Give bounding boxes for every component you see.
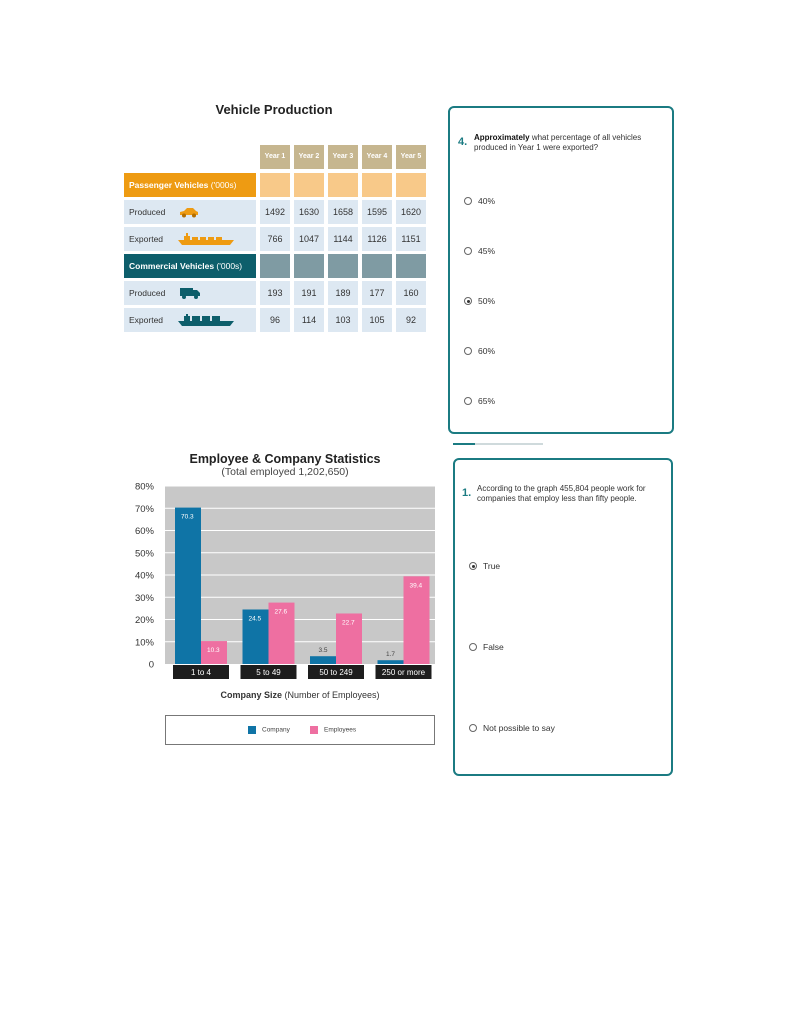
data-label: 27.6 (274, 608, 288, 616)
question-number: 4. (458, 136, 468, 148)
row-label: Exported (124, 308, 256, 332)
table-cell: 114 (294, 308, 324, 332)
data-label: 70.3 (181, 513, 194, 521)
table-cell: 1658 (328, 200, 358, 224)
employee-company-chart (124, 478, 444, 688)
passenger-category-label: Passenger Vehicles ('000s) (124, 173, 256, 197)
table-cell: 1144 (328, 227, 358, 251)
car-icon (178, 206, 200, 218)
table-cell: 191 (294, 281, 324, 305)
table-cell: 766 (260, 227, 290, 251)
data-label: 22.7 (342, 619, 355, 627)
table-row (124, 200, 426, 224)
year-header: Year 3 (328, 145, 358, 169)
table-row (124, 308, 426, 332)
table-cell: 189 (328, 281, 358, 305)
legend-item-company: Company (248, 726, 290, 734)
table-header-row (124, 145, 426, 169)
table-row (124, 281, 426, 305)
passenger-category-row (124, 173, 426, 197)
cargo-ship-trucks-icon (178, 314, 234, 326)
x-tick-label: 250 or more (381, 668, 426, 677)
table-cell: 193 (260, 281, 290, 305)
chart-legend (165, 715, 435, 745)
question-4-card: 4. Approximately what percentage of all vehicles produced in Year 1 were exported? 40% 45% 50% 60% 65% (448, 106, 674, 434)
truck-icon (180, 287, 200, 299)
year-header: Year 2 (294, 145, 324, 169)
table-cell: 96 (260, 308, 290, 332)
year-header: Year 5 (396, 145, 426, 169)
section-divider (453, 443, 543, 445)
question-1-card: 1. According to the graph 455,804 people work for companies that employ less than fifty people. True False Not possible to say (453, 458, 673, 776)
x-tick-label: 1 to 4 (190, 668, 212, 677)
row-label: Exported (124, 227, 256, 251)
question-text: Approximately what percentage of all vehicles produced in Year 1 were exported? (474, 133, 642, 152)
cargo-ship-cars-icon (178, 233, 234, 245)
row-label: Produced (124, 281, 256, 305)
radio-button[interactable] (469, 724, 477, 732)
table-cell: 1126 (362, 227, 392, 251)
radio-button-selected[interactable] (469, 562, 477, 570)
table-cell: 92 (396, 308, 426, 332)
data-label: 1.7 (385, 651, 396, 659)
table-cell: 1620 (396, 200, 426, 224)
bar-company-0 (175, 508, 201, 664)
y-tick-label: 40% (134, 570, 154, 582)
table-cell: 1047 (294, 227, 324, 251)
table-cell: 177 (362, 281, 392, 305)
radio-button[interactable] (464, 197, 472, 205)
y-tick-label: 0 (148, 659, 154, 671)
y-tick-label: 50% (134, 548, 154, 560)
legend-item-employees: Employees (310, 726, 356, 734)
y-tick-label: 30% (134, 592, 154, 604)
y-tick-label: 70% (134, 503, 154, 515)
legend-swatch (248, 726, 256, 734)
year-header: Year 1 (260, 145, 290, 169)
chart-x-axis-label: Company Size (Number of Employees) (220, 690, 380, 700)
table-cell: 1151 (396, 227, 426, 251)
radio-button-selected[interactable] (464, 297, 472, 305)
chart-title: Employee & Company Statistics (189, 452, 381, 466)
data-label: 10.3 (207, 647, 220, 655)
y-tick-label: 80% (134, 481, 154, 493)
y-tick-label: 60% (134, 526, 154, 537)
legend-swatch (310, 726, 318, 734)
commercial-category-row (124, 254, 426, 278)
year-header: Year 4 (362, 145, 392, 169)
table-cell: 103 (328, 308, 358, 332)
table-cell: 1492 (260, 200, 290, 224)
radio-button[interactable] (464, 247, 472, 255)
table-cell: 160 (396, 281, 426, 305)
radio-button[interactable] (469, 643, 477, 651)
vehicle-production-title: Vehicle Production (215, 102, 333, 117)
table-cell: 105 (362, 308, 392, 332)
x-tick-label: 50 to 249 (319, 668, 353, 677)
table-cell: 1630 (294, 200, 324, 224)
data-label: 24.5 (248, 615, 262, 623)
data-label: 39.4 (409, 582, 423, 590)
commercial-category-label: Commercial Vehicles ('000s) (124, 254, 256, 278)
bar-employees-3 (404, 576, 430, 664)
bar-company-3 (378, 660, 404, 664)
y-tick-label: 10% (134, 637, 154, 649)
radio-button[interactable] (464, 347, 472, 355)
x-tick-label: 5 to 49 (256, 668, 281, 677)
row-label: Produced (124, 200, 256, 224)
table-cell: 1595 (362, 200, 392, 224)
question-number: 1. (462, 487, 472, 499)
radio-button[interactable] (464, 397, 472, 405)
data-label: 3.5 (318, 647, 328, 655)
y-tick-label: 20% (134, 615, 154, 626)
chart-subtitle: (Total employed 1,202,650) (221, 466, 349, 478)
bar-company-2 (310, 656, 336, 664)
question-text: According to the graph 455,804 people work for companies that employ less than fifty people. (477, 484, 646, 503)
table-row (124, 227, 426, 251)
